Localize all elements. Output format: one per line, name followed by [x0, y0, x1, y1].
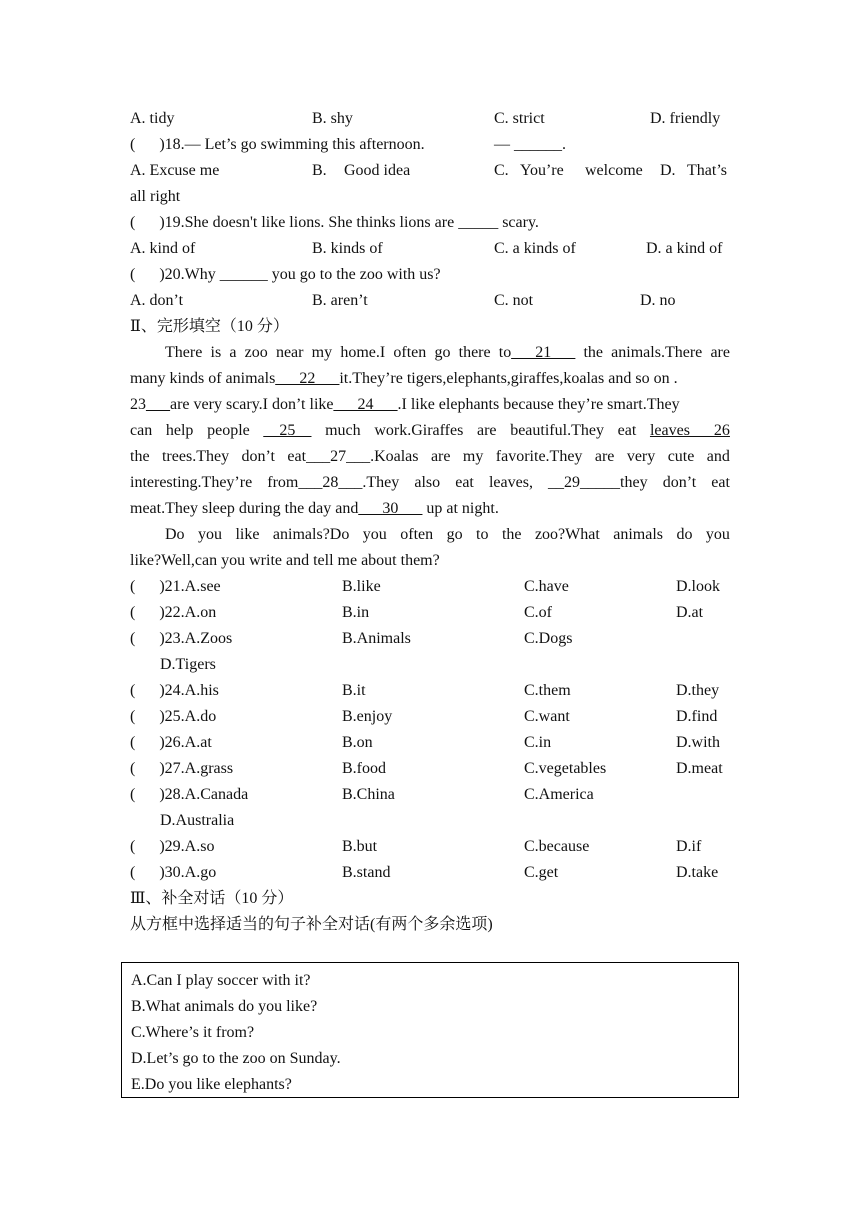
passage-line-1 [165, 340, 730, 366]
cloze-item-24 [130, 678, 730, 704]
item-stem: ( )23.A.Zoos [130, 630, 233, 647]
word: my [462, 448, 484, 465]
option-d-wrapped: D.Tigers [160, 656, 216, 673]
word: favorite.They [495, 448, 583, 465]
word: go [446, 526, 463, 543]
item-stem: ( )28.A.Canada [130, 786, 249, 803]
option-b: B.stand [342, 864, 391, 881]
word: are [594, 448, 615, 465]
options-box [121, 962, 739, 1098]
word: cute [667, 448, 695, 465]
text: .I like elephants because they’re smart.They [397, 396, 680, 413]
q19-options [130, 236, 730, 262]
word: people [207, 422, 250, 439]
word: work.Giraffes [374, 422, 464, 439]
q18-reply: — ______. [494, 136, 566, 153]
dialogue-option-e: E.Do you like elephants? [131, 1076, 292, 1093]
word: much [325, 422, 361, 439]
word: animals.There [611, 344, 703, 361]
text: it.They’re tigers,elephants,giraffes,koalas and so on . [339, 370, 678, 387]
word: the [130, 448, 150, 465]
option-b-letter: B. [312, 162, 327, 179]
cloze-item-29 [130, 834, 730, 860]
word: don’t [662, 474, 697, 491]
passage-line-2 [130, 366, 678, 392]
word: beautiful.They [510, 422, 604, 439]
word: help [165, 422, 194, 439]
option-c: C. strict [494, 110, 545, 127]
word: go [434, 344, 451, 361]
blank-29: __29_____they [548, 474, 648, 491]
option-c: C.Dogs [524, 630, 573, 647]
passage-line-8 [165, 522, 730, 548]
option-b: B.on [342, 734, 373, 751]
option-d: D. a kind of [646, 240, 723, 257]
word: are [477, 422, 497, 439]
cloze-item-23 [130, 626, 730, 652]
word: there [458, 344, 491, 361]
text: are very scary.I don’t like [170, 396, 334, 413]
option-d-word1: That’s [687, 162, 727, 179]
word: near [275, 344, 304, 361]
blank-26: leaves___26 [649, 422, 730, 439]
option-c: C.them [524, 682, 571, 699]
word: and [706, 448, 730, 465]
word: zoo?What [534, 526, 600, 543]
option-d-wrapped: D.Australia [160, 812, 235, 829]
text: meat.They sleep during the day and [130, 500, 359, 517]
blank-28: from___28___.They [267, 474, 400, 491]
cloze-item-26 [130, 730, 730, 756]
q18-stem: ( )18.— Let’s go swimming this afternoon. [130, 136, 425, 153]
option-b: B. shy [312, 110, 353, 127]
option-c-letter: C. [494, 162, 509, 179]
word: you [705, 526, 730, 543]
item-stem: ( )27.A.grass [130, 760, 234, 777]
option-c: C.have [524, 578, 569, 595]
cloze-item-28 [130, 782, 730, 808]
passage-line-7 [130, 496, 499, 522]
option-d: D.they [676, 682, 720, 699]
option-b-text: Good idea [344, 162, 411, 179]
word: are [710, 344, 730, 361]
cloze-item-22 [130, 600, 730, 626]
option-b: B.Animals [342, 630, 411, 647]
text: many kinds of animals [130, 370, 276, 387]
option-c-word1: You’re [520, 162, 564, 179]
item-stem: ( )29.A.so [130, 838, 215, 855]
q18-options [130, 158, 730, 184]
item-stem: ( )24.A.his [130, 682, 219, 699]
blank-22: ___22___ [275, 370, 340, 387]
word: There [165, 344, 203, 361]
section-2-heading: Ⅱ、完形填空（10 分） [130, 318, 289, 335]
word: don’t [241, 448, 275, 465]
q20-stem: ( )20.Why ______ you go to the zoo with us? [130, 266, 441, 283]
passage-line-6 [130, 470, 730, 496]
cloze-item-25 [130, 704, 730, 730]
word: the [583, 344, 603, 361]
blank-25: __25__ [263, 422, 312, 439]
word: eat [617, 422, 637, 439]
word: often [393, 344, 427, 361]
q18-stem-line [130, 132, 730, 158]
option-b: B.China [342, 786, 395, 803]
word: the [501, 526, 522, 543]
word: eat [711, 474, 730, 491]
option-d: D.take [676, 864, 719, 881]
item-stem: ( )21.A.see [130, 578, 221, 595]
word: you [362, 526, 387, 543]
option-b: B.in [342, 604, 370, 621]
passage-line-9: like?Well,can you write and tell me about them? [130, 552, 440, 569]
item-stem: ( )25.A.do [130, 708, 217, 725]
option-d: D. no [640, 292, 676, 309]
cloze-item-21 [130, 574, 730, 600]
option-d: D.meat [676, 760, 723, 777]
word: animals [613, 526, 664, 543]
passage-line-4 [130, 418, 730, 444]
option-d: D.find [676, 708, 718, 725]
option-b: B.like [342, 578, 381, 595]
option-d: D.with [676, 734, 720, 751]
option-c: C. a kinds of [494, 240, 576, 257]
word: leaves, [488, 474, 533, 491]
option-a: A. kind of [130, 240, 196, 257]
word: is [210, 344, 222, 361]
option-c: C.of [524, 604, 552, 621]
option-b: B.it [342, 682, 366, 699]
option-c-word2: welcome [585, 162, 643, 179]
word: to [498, 344, 512, 361]
option-c: C.in [524, 734, 552, 751]
word: zoo [244, 344, 268, 361]
passage-line-5 [130, 444, 730, 470]
option-c: C.vegetables [524, 760, 607, 777]
word: my [311, 344, 333, 361]
blank-24: ___24___ [333, 396, 398, 413]
option-c: C.want [524, 708, 570, 725]
q18-wrap: all right [130, 188, 181, 205]
option-d: D.if [676, 838, 702, 855]
option-a: A. tidy [130, 110, 175, 127]
blank-30: ___30___ [358, 500, 423, 517]
section-3-heading: Ⅲ、补全对话（10 分） [130, 890, 294, 907]
option-a: A. Excuse me [130, 162, 220, 179]
option-b: B. aren’t [312, 292, 368, 309]
option-b: B.food [342, 760, 386, 777]
option-d: D. friendly [650, 110, 721, 127]
blank-27: eat___27___.Koalas [287, 448, 419, 465]
dialogue-option-a: A.Can I play soccer with it? [131, 972, 311, 989]
option-c: C.America [524, 786, 594, 803]
word: do [676, 526, 693, 543]
word: you [198, 526, 223, 543]
option-b: B. kinds of [312, 240, 383, 257]
item-stem: ( )22.A.on [130, 604, 217, 621]
word: interesting.They’re [130, 474, 253, 491]
option-d: D.at [676, 604, 704, 621]
word: very [626, 448, 656, 465]
word: are [430, 448, 451, 465]
blank-21: ___21___ [511, 344, 576, 361]
word: also [414, 474, 441, 491]
word: trees.They [161, 448, 230, 465]
word: eat [455, 474, 474, 491]
option-b: B.but [342, 838, 378, 855]
q20-options [130, 288, 730, 314]
option-d-letter: D. [660, 162, 676, 179]
text: up at night. [426, 500, 499, 517]
word: animals?Do [272, 526, 350, 543]
option-d: D.look [676, 578, 720, 595]
cloze-item-27 [130, 756, 730, 782]
word: often [400, 526, 434, 543]
q17-options [130, 106, 730, 132]
word: home.I [340, 344, 386, 361]
blank-23: ___ [146, 396, 170, 413]
q19-stem: ( )19.She doesn't like lions. She thinks lions are _____ scary. [130, 214, 539, 231]
option-c: C.because [524, 838, 590, 855]
word: like [235, 526, 260, 543]
dialogue-option-c: C.Where’s it from? [131, 1024, 255, 1041]
word: Do [165, 526, 185, 543]
item-stem: ( )30.A.go [130, 864, 217, 881]
item-stem: ( )26.A.at [130, 734, 212, 751]
passage-line-3 [130, 392, 680, 418]
dialogue-option-d: D.Let’s go to the zoo on Sunday. [131, 1050, 341, 1067]
option-a: A. don’t [130, 292, 184, 309]
option-c: C.get [524, 864, 559, 881]
word: a [229, 344, 237, 361]
section-3-instruction: 从方框中选择适当的句子补全对话(有两个多余选项) [130, 916, 493, 933]
blank-23-number: 23 [130, 396, 146, 413]
cloze-item-30 [130, 860, 730, 886]
dialogue-option-b: B.What animals do you like? [131, 998, 318, 1015]
option-c: C. not [494, 292, 534, 309]
option-b: B.enjoy [342, 708, 393, 725]
word: can [130, 422, 153, 439]
word: to [476, 526, 489, 543]
